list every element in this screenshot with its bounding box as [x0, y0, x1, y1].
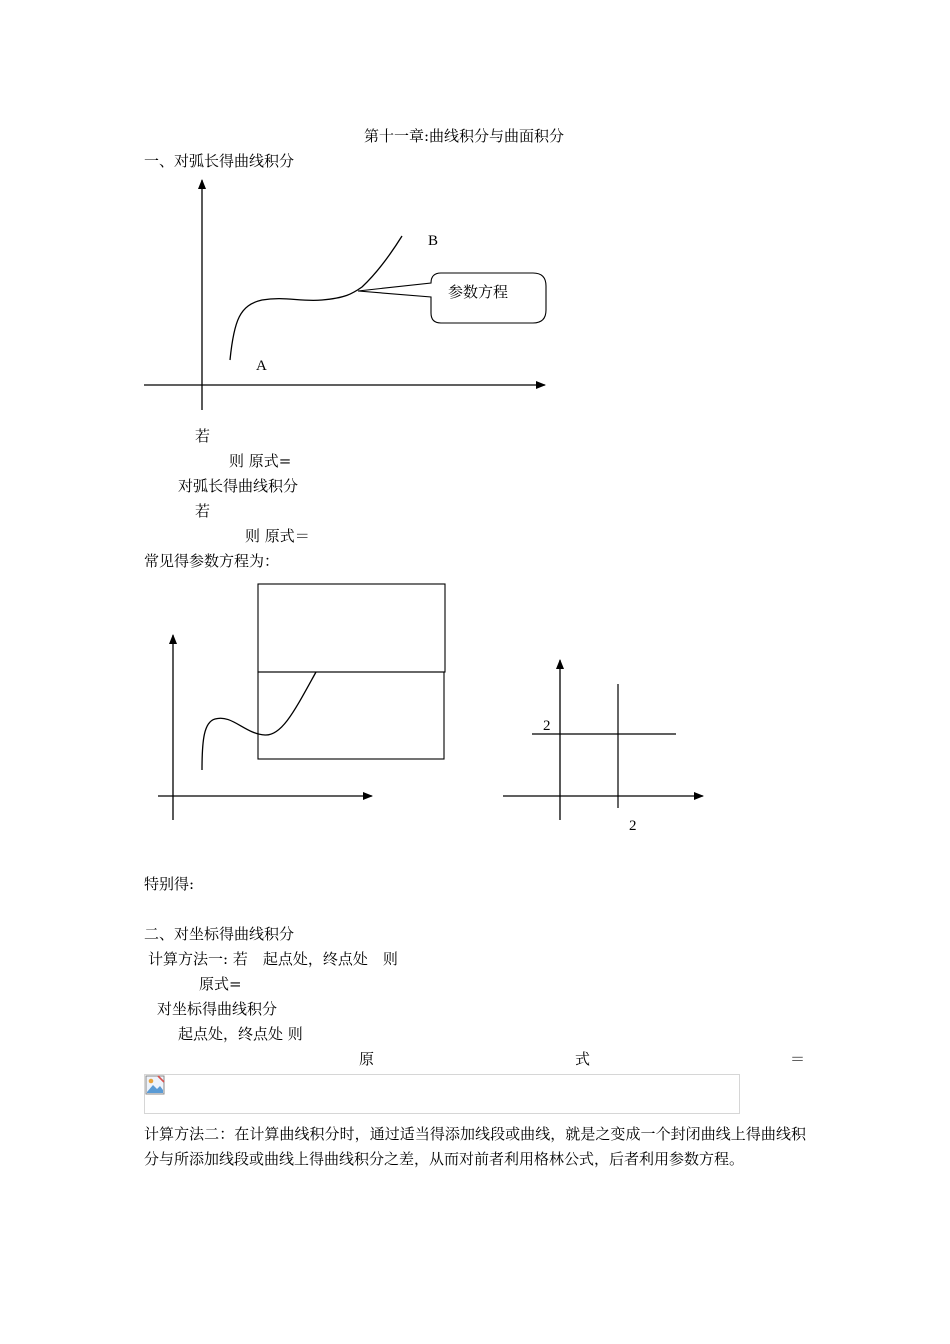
line-ruo-1: 若: [195, 427, 211, 445]
fig2-top-box: [258, 584, 445, 672]
line-ze-1: 则 原式=: [229, 452, 292, 470]
spread-shi: 式: [575, 1050, 591, 1068]
fig2-curve: [202, 672, 316, 770]
method2-paragraph: 计算方法二：在计算曲线积分时，通过适当得添加线段或曲线，就是之变成一个封闭曲线上得曲线积分与所添加线段或曲线上得曲线积分之差，从而对前者利用格林公式，后者利用参数方程。: [144, 1125, 806, 1168]
fig3-x-label: 2: [629, 818, 637, 834]
sub-heading-arc: 对弧长得曲线积分: [178, 477, 299, 495]
spread-yuan: 原: [359, 1050, 375, 1068]
section1-heading: 一、对弧长得曲线积分: [144, 152, 295, 170]
special-label: 特别得:: [144, 875, 195, 893]
common-param-label: 常见得参数方程为：: [144, 552, 280, 570]
broken-image-icon: [145, 1075, 165, 1095]
broken-image-placeholder: [144, 1074, 740, 1114]
fig3-y-label: 2: [543, 718, 551, 734]
method1-line: 计算方法一: 若 起点处，终点处 则: [148, 950, 398, 968]
fig1-label-a: A: [256, 358, 267, 374]
sub-heading-coord: 对坐标得曲线积分: [157, 1000, 278, 1018]
fig1-label-b: B: [428, 233, 439, 249]
original-formula-1: 原式=: [199, 975, 242, 993]
section2-heading: 二、对坐标得曲线积分: [144, 925, 295, 943]
line-ruo-2: 若: [195, 502, 211, 520]
line-ze-2: 则 原式＝: [245, 527, 310, 545]
spread-equals: ＝: [790, 1050, 806, 1068]
fig1-callout-text: 参数方程: [448, 285, 509, 301]
start-end-line: 起点处，终点处 则: [178, 1025, 303, 1043]
fig2-bottom-box: [258, 672, 444, 759]
page-title: 第十一章:曲线积分与曲面积分: [364, 127, 565, 145]
